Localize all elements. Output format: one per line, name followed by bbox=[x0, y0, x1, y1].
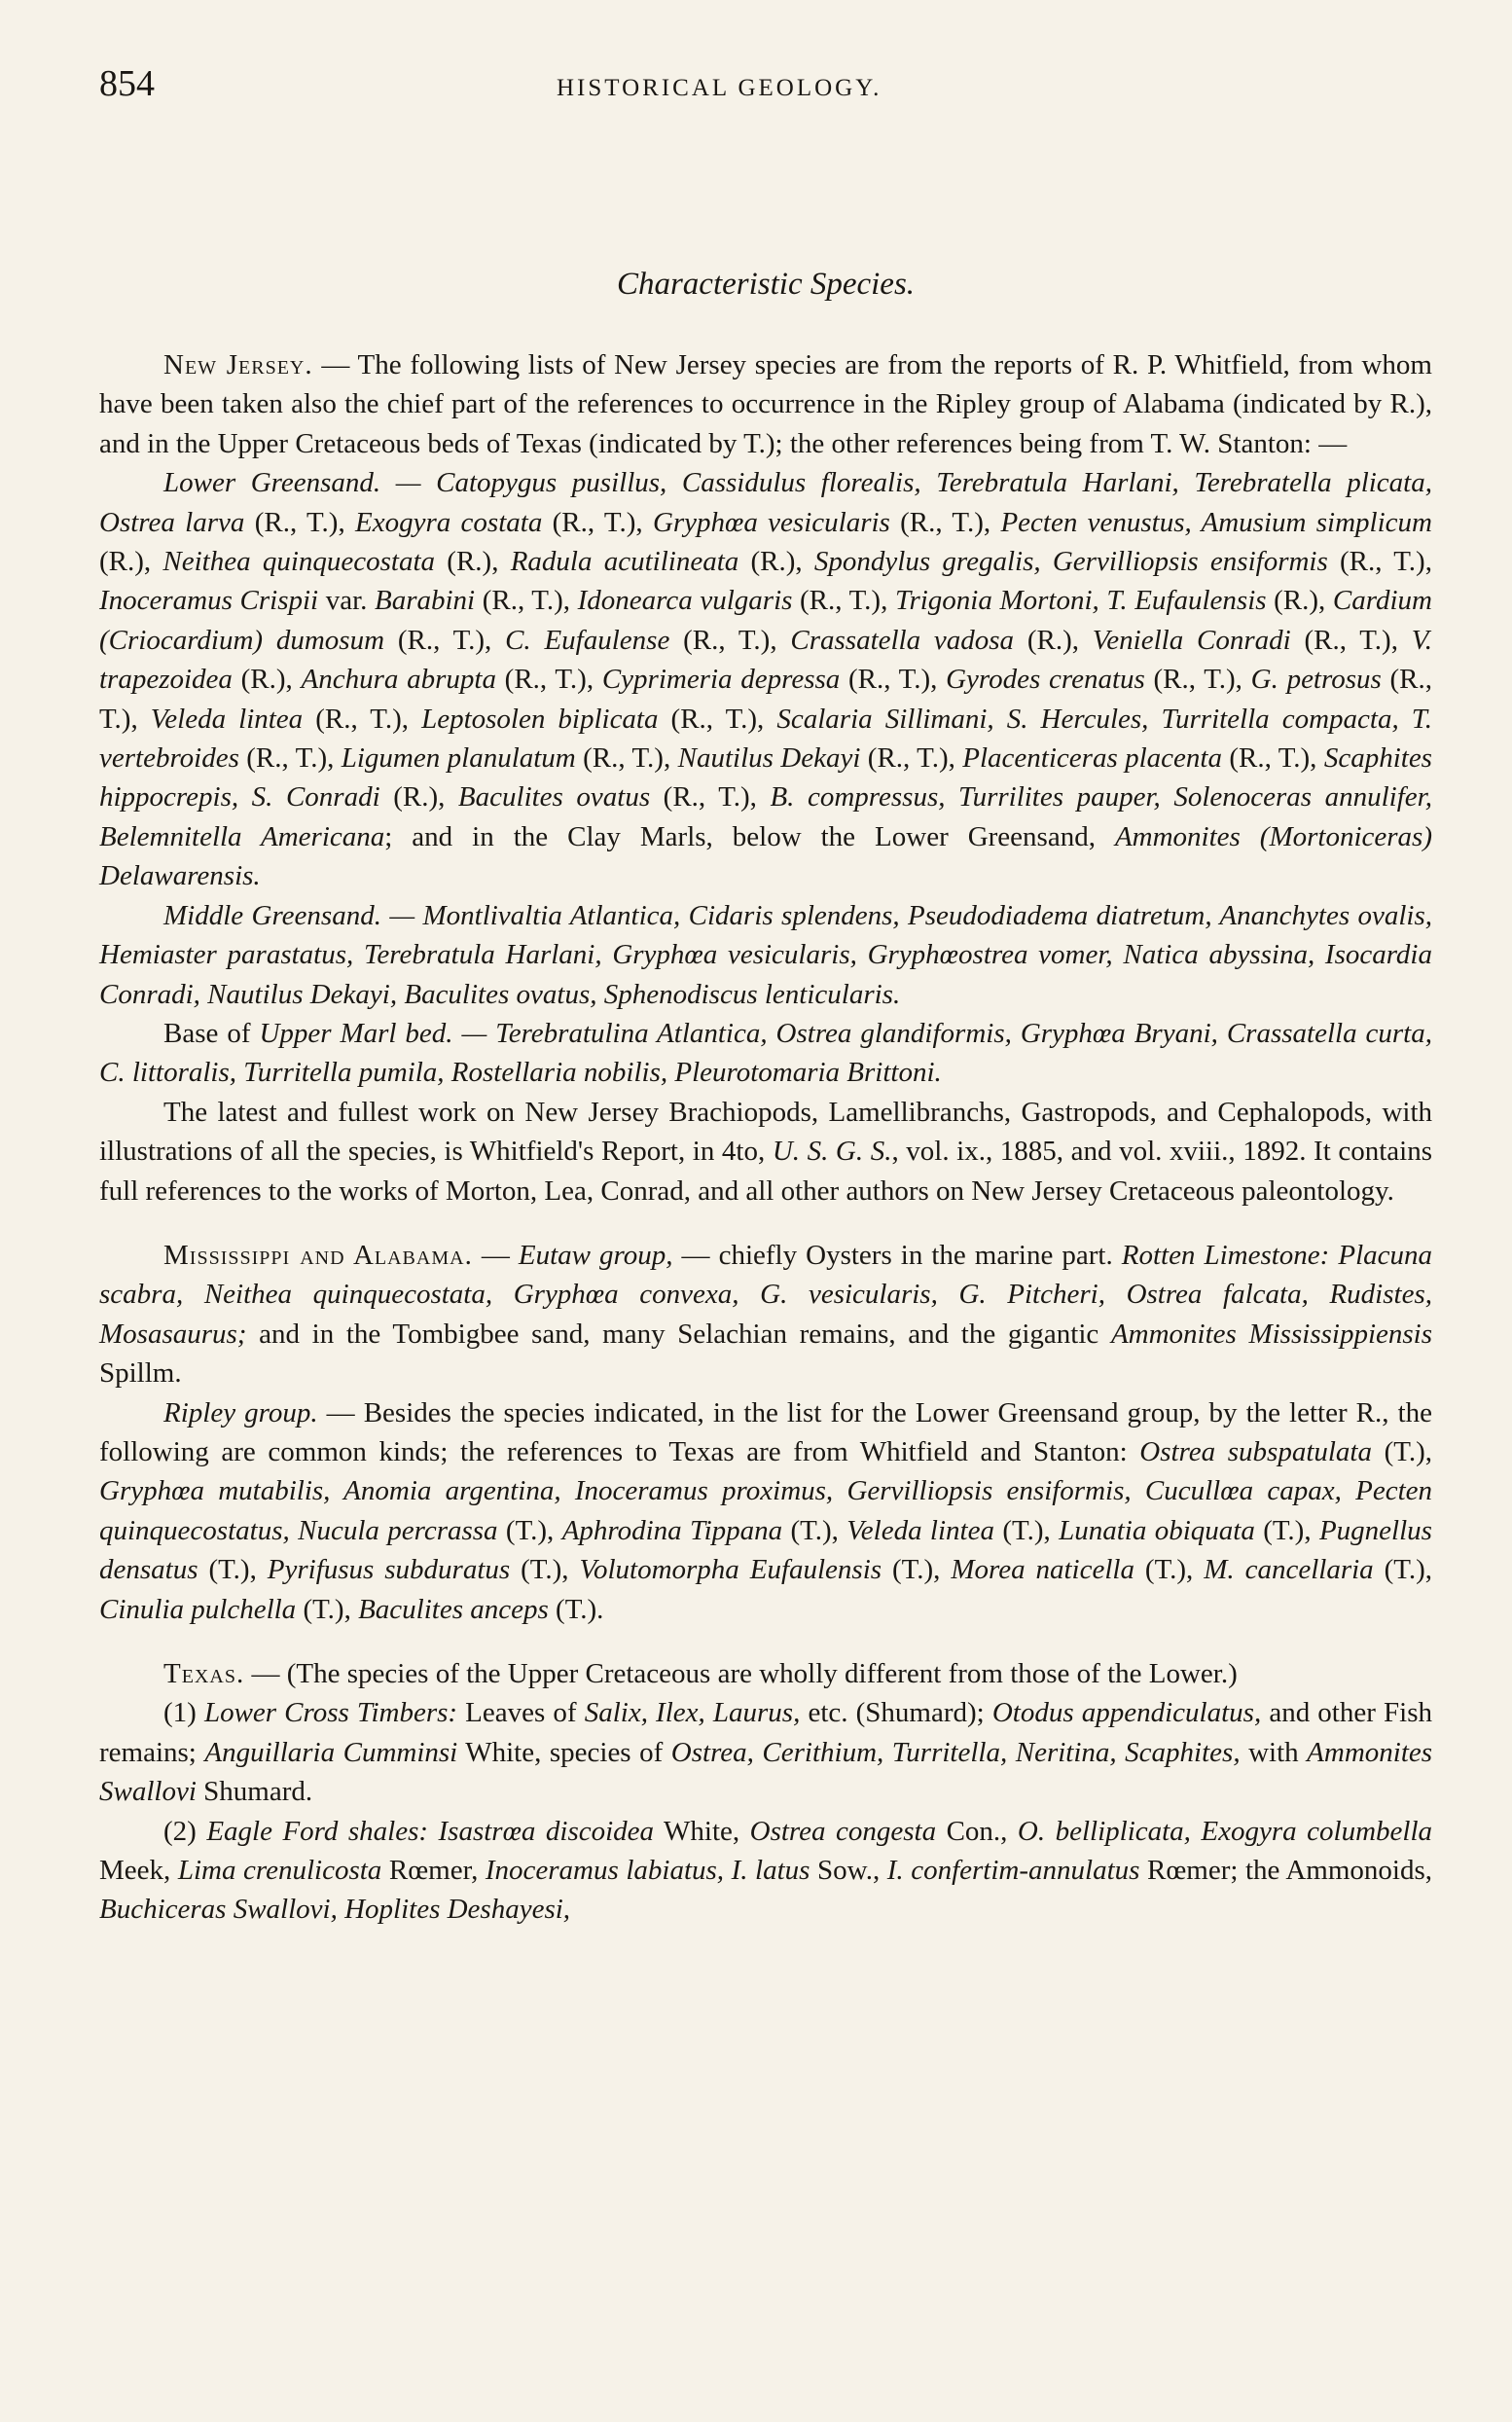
taxon-text: Buchiceras Swallovi, Hoplites Deshayesi, bbox=[99, 1894, 571, 1926]
text-run: Spillm. bbox=[99, 1357, 182, 1390]
text-run: (R., T.), bbox=[244, 506, 355, 538]
taxon-text: Ligumen planulatum bbox=[341, 742, 576, 775]
text-run: (R.), bbox=[738, 546, 814, 578]
paragraph-texas-eagle-ford bbox=[99, 1812, 1432, 1930]
text-run: — Besides the species indicated, in the list for the Lower Greensand group, by the letter R., the following are common kinds; the references to Texas are from Whitfield and Stanton: bbox=[99, 1396, 1433, 1467]
text-run: Rœmer; the Ammonoids, bbox=[1139, 1855, 1432, 1887]
text-run: Leaves of bbox=[457, 1697, 585, 1729]
taxon-text: Veniella Conradi bbox=[1092, 624, 1291, 656]
taxon-text: C. Eufaulense bbox=[505, 624, 670, 656]
text-run: (R., T.), bbox=[303, 703, 422, 735]
region-heading: Mississippi and Alabama. bbox=[163, 1239, 473, 1271]
text-run: White, species of bbox=[457, 1736, 671, 1768]
text-run: Shumard. bbox=[196, 1776, 313, 1808]
taxon-text: U. S. G. S. bbox=[772, 1136, 892, 1168]
text-run: Rœmer, bbox=[381, 1855, 486, 1887]
spacer bbox=[99, 1629, 1432, 1654]
text-run: (R.), bbox=[1014, 624, 1093, 656]
taxon-text: Volutomorpha Eufaulensis bbox=[579, 1554, 882, 1586]
taxon-text: Baculites anceps bbox=[358, 1593, 549, 1625]
text-run: — chiefly Oysters in the marine part. bbox=[672, 1239, 1122, 1271]
text-run: (T.), bbox=[1372, 1435, 1432, 1467]
text-run: — The following lists of New Jersey species are from the reports of R. P. Whitfield, from whom have been taken also the chief part of the references to occurrence in the Ripley group of Alabama (indicated by R.), and in the Upper Cretaceous beds of Texas (indicated by T.); the other references being from T. W. Stanton: — bbox=[99, 349, 1432, 459]
taxon-text: Scaphites hippocrepis, S. Conradi bbox=[99, 742, 1432, 813]
section-title: Characteristic Species. bbox=[616, 267, 916, 302]
taxon-text: Ammonites Swallovi bbox=[99, 1736, 1433, 1808]
taxon-text: Pyrifusus subduratus bbox=[267, 1554, 511, 1586]
paragraph-upper-marl bbox=[99, 1014, 1432, 1093]
region-heading: New Jersey. bbox=[163, 349, 313, 380]
taxon-text: I. confertim-annulatus bbox=[886, 1855, 1140, 1887]
taxon-text: B. compressus, Turrilites pauper, Solenoceras annulifer, Belemnitella Americana bbox=[99, 781, 1432, 852]
paragraph-mississippi-alabama bbox=[99, 1236, 1432, 1393]
taxon-text: Salix, Ilex, Laurus, bbox=[584, 1697, 801, 1729]
taxon-text: Upper Marl bed. — Terebratulina Atlantica, Ostrea glandiformis, Gryphœa Bryani, Crassatella curta, C. littoralis, Turritella pumila, Rostellaria nobilis, Pleurotomaria Brittoni. bbox=[99, 1017, 1432, 1089]
taxon-text: Anchura abrupta bbox=[301, 664, 496, 696]
taxon-text: Baculites ovatus bbox=[457, 781, 651, 813]
taxon-text: Barabini bbox=[375, 585, 476, 617]
text-run: The latest and fullest work on New Jersey Brachiopods, Lamellibranchs, Gastropods, and Cephalopods, with illustrations of all the species, is Whitfield's Report, in 4to, bbox=[99, 1096, 1432, 1168]
taxon-text: Inoceramus labiatus, I. latus bbox=[485, 1855, 810, 1887]
taxon-text: Trigonia Mortoni, T. Eufaulensis bbox=[894, 585, 1267, 617]
taxon-text: Gryphœa mutabilis, Anomia argentina, Inoceramus proximus, Gervilliopsis ensiformis, Cucullœa capax, Pecten quinquecostatus, Nucula percrassa bbox=[99, 1475, 1432, 1546]
text-run: Meek, bbox=[99, 1855, 178, 1887]
text-run: etc. (Shumard); bbox=[800, 1697, 992, 1729]
paragraph-ripley-group bbox=[99, 1393, 1432, 1629]
text-run: Base of bbox=[163, 1017, 260, 1049]
taxon-text: Neithea quinquecostata bbox=[162, 546, 436, 578]
text-run: — (The species of the Upper Cretaceous are wholly different from those of the Lower.) bbox=[244, 1658, 1238, 1689]
taxon-text: Ammonites (Mortoniceras) Delawarensis. bbox=[99, 820, 1432, 892]
text-run: (R., T.), bbox=[1144, 664, 1251, 696]
taxon-text: Gyrodes crenatus bbox=[946, 664, 1145, 696]
taxon-text: Veleda lintea bbox=[846, 1514, 994, 1546]
text-run: — bbox=[472, 1239, 519, 1271]
taxon-text: Nautilus Dekayi bbox=[677, 742, 861, 775]
taxon-text: Eagle Ford shales: Isastrœa discoidea bbox=[206, 1815, 655, 1847]
taxon-text: Lunatia obiquata bbox=[1059, 1514, 1255, 1546]
page-number: 854 bbox=[99, 63, 155, 104]
taxon-text: Idonearca vulgaris bbox=[577, 585, 793, 617]
text-run: (R., T.), bbox=[475, 585, 578, 617]
taxon-text: Ammonites Mississippiensis bbox=[1110, 1318, 1432, 1350]
text-run: White, bbox=[654, 1815, 750, 1847]
text-run: (R., T.), bbox=[575, 742, 678, 775]
taxon-text: Leptosolen biplicata bbox=[421, 703, 659, 735]
taxon-text: V. trapezoidea bbox=[99, 624, 1432, 696]
text-run: (T.), bbox=[1134, 1554, 1205, 1586]
text-run: (R., T.), bbox=[658, 703, 777, 735]
text-run: (R., T.), bbox=[99, 664, 1432, 735]
paragraph-texas-lower-cross-timbers bbox=[99, 1693, 1432, 1811]
text-run: (R., T.), bbox=[669, 624, 791, 656]
text-run: (R., T.), bbox=[889, 506, 1001, 538]
text-run: Con., bbox=[936, 1815, 1018, 1847]
taxon-text: Placenticeras placenta bbox=[962, 742, 1222, 775]
text-run: (R.), bbox=[232, 664, 302, 696]
taxon-text: Ripley group. bbox=[163, 1396, 318, 1428]
region-heading: Texas. bbox=[163, 1658, 245, 1689]
text-run: (T.), bbox=[510, 1554, 580, 1586]
paragraph-middle-greensand bbox=[99, 896, 1432, 1014]
taxon-text: Ostrea subspatulata bbox=[1139, 1435, 1372, 1467]
taxon-text: Cyprimeria depressa bbox=[601, 664, 841, 696]
running-head: HISTORICAL GEOLOGY. bbox=[557, 75, 882, 101]
taxon-text: Spondylus gregalis, Gervilliopsis ensiformis bbox=[813, 546, 1328, 578]
text-run: (T.), bbox=[882, 1554, 952, 1586]
taxon-text: Pecten venustus, Amusium simplicum bbox=[1000, 506, 1432, 538]
taxon-text: Exogyra costata bbox=[355, 506, 543, 538]
text-run: (R., T.), bbox=[1327, 546, 1432, 578]
text-run: (T.), bbox=[296, 1593, 359, 1625]
taxon-text: Middle Greensand. — Montlivaltia Atlantica, Cidaris splendens, Pseudodiadema diatretum, Ananchytes ovalis, Hemiaster parastatus, Terebratula Harlani, Gryphœa vesicularis, Gryphœostrea vomer, Natica abyssina, Isocardia Conradi, Nautilus Dekayi, Baculites ovatus, Sphenodiscus lenticularis. bbox=[99, 899, 1432, 1010]
paragraph-texas bbox=[99, 1654, 1432, 1693]
text-run: (T.), bbox=[782, 1514, 847, 1546]
text-run: (R., T.), bbox=[650, 781, 771, 813]
taxon-text: Inoceramus Crispii bbox=[99, 585, 319, 617]
page-header bbox=[99, 62, 1432, 121]
text-run: (R.), bbox=[435, 546, 511, 578]
text-run: (R., T.), bbox=[1290, 624, 1412, 656]
text-run: (R.), bbox=[379, 781, 458, 813]
text-run: Sow., bbox=[810, 1855, 887, 1887]
text-run: (T.), bbox=[1373, 1554, 1432, 1586]
text-run: ; and in the Clay Marls, below the Lower Greensand, bbox=[384, 820, 1115, 852]
text-run: (R., T.), bbox=[384, 624, 506, 656]
taxon-text: Veleda lintea bbox=[150, 703, 304, 735]
taxon-text: Anguillaria Cumminsi bbox=[204, 1736, 458, 1768]
text-run: (T.), bbox=[497, 1514, 562, 1546]
paragraph-latest-work bbox=[99, 1093, 1432, 1211]
taxon-text: Morea naticella bbox=[951, 1554, 1134, 1586]
taxon-text: Pugnellus densatus bbox=[99, 1514, 1432, 1586]
text-run: (R., T.), bbox=[860, 742, 963, 775]
text-run: var. bbox=[318, 585, 375, 617]
text-run: (1) bbox=[163, 1697, 204, 1729]
taxon-text: Aphrodina Tippana bbox=[561, 1514, 783, 1546]
taxon-text: Scalaria Sillimani, S. Hercules, Turritella compacta, T. vertebroides bbox=[99, 703, 1432, 775]
taxon-text: G. petrosus bbox=[1250, 664, 1382, 696]
text-run: (R., T.), bbox=[495, 664, 602, 696]
taxon-text: Cinulia pulchella bbox=[99, 1593, 297, 1625]
text-run: and other Fish remains; bbox=[99, 1697, 1432, 1768]
taxon-text: Otodus appendiculatus, bbox=[991, 1697, 1262, 1729]
taxon-text: Lower Cross Timbers: bbox=[203, 1697, 458, 1729]
text-run: and in the Tombigbee sand, many Selachian remains, and the gigantic bbox=[246, 1318, 1111, 1350]
text-run: (T.), bbox=[1254, 1514, 1319, 1546]
taxon-text: Lower Greensand. — Catopygus pusillus, Cassidulus florealis, Terebratula Harlani, Terebratella plicata, Ostrea larva bbox=[99, 467, 1432, 538]
text-run: (R., T.), bbox=[792, 585, 895, 617]
taxon-text: Crassatella vadosa bbox=[790, 624, 1015, 656]
text-run: (2) bbox=[163, 1815, 207, 1847]
taxon-text: Rotten Limestone: Placuna scabra, Neithea quinquecostata, Gryphœa convexa, G. vesicularis, G. Pitcheri, Ostrea falcata, Rudistes, Mosasaurus; bbox=[99, 1239, 1433, 1350]
text-run: (R., T.), bbox=[1221, 742, 1324, 775]
taxon-text: Gryphœa vesicularis bbox=[652, 506, 890, 538]
taxon-text: Radula acutilineata bbox=[510, 546, 739, 578]
text-run: (R.), bbox=[99, 546, 163, 578]
taxon-text: O. belliplicata, Exogyra columbella bbox=[1017, 1815, 1433, 1847]
taxon-text: Ostrea, Cerithium, Turritella, Neritina, Scaphites, bbox=[670, 1736, 1241, 1768]
taxon-text: Cardium (Criocardium) dumosum bbox=[99, 585, 1432, 656]
taxon-text: Lima crenulicosta bbox=[177, 1855, 382, 1887]
paragraph-new-jersey bbox=[99, 345, 1432, 463]
taxon-text: Eutaw group, bbox=[518, 1239, 673, 1271]
text-run: (R.), bbox=[1266, 585, 1333, 617]
text-run: (R., T.), bbox=[542, 506, 653, 538]
text-run: , vol. ix., 1885, and vol. xviii., 1892. It contains full references to the works of Morton, Lea, Conrad, and all other authors on New Jersey Cretaceous paleontology. bbox=[99, 1136, 1432, 1207]
text-run: with bbox=[1240, 1736, 1308, 1768]
text-run: (R., T.), bbox=[238, 742, 342, 775]
taxon-text: M. cancellaria bbox=[1204, 1554, 1374, 1586]
text-run: (T.), bbox=[993, 1514, 1060, 1546]
paragraph-lower-greensand bbox=[99, 463, 1432, 895]
taxon-text: Ostrea congesta bbox=[749, 1815, 937, 1847]
text-run: (R., T.), bbox=[840, 664, 947, 696]
text-run: (T.). bbox=[548, 1593, 604, 1625]
text-run: (T.), bbox=[198, 1554, 268, 1586]
spacer bbox=[99, 1211, 1432, 1236]
